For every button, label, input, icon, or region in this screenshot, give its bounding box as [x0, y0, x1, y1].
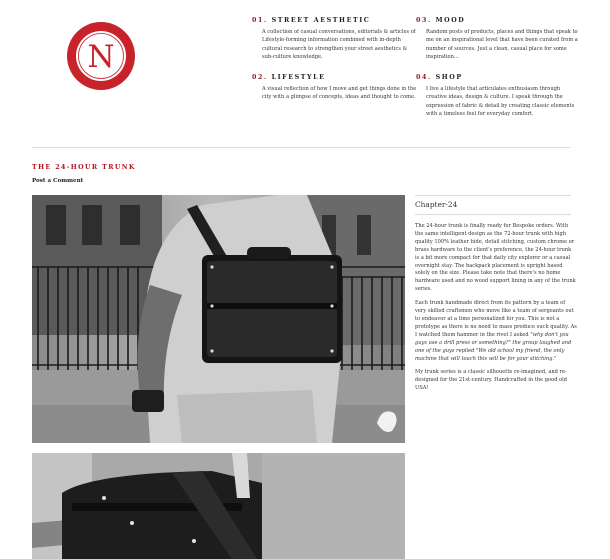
post-body [415, 223, 577, 399]
nav-description: A collection of casual conversations, editorials & articles of Lifestyle-forming information combined with in-depth cultural research to strengthen your street aesthetics & sub-culture knowledge. [262, 29, 416, 60]
nav-label: SHOP [435, 74, 463, 81]
nav-number: 01. [252, 17, 268, 24]
nav-label: LIFESTYLE [271, 74, 326, 81]
post-title[interactable]: THE 24-HOUR TRUNK [32, 164, 136, 171]
nav-item-lifestyle[interactable] [252, 74, 417, 102]
nav-item-mood[interactable] [416, 17, 581, 61]
post-paragraph: My trunk series is a classic silhouette re-imagined, and re-designed for the 21st-century. Handcrafted in the good old USA! [415, 369, 568, 392]
sidebar-divider-top [415, 195, 571, 196]
post-comment-link[interactable]: Post a Comment [32, 178, 84, 184]
sidebar-divider [415, 214, 571, 215]
nav-description: A visual reflection of how I move and get things done in the city with a glimpse of concepts, ideas and thought to come. [262, 86, 417, 101]
post-paragraph-text: Each trunk handmade direct from its pattern by a team of very skilled craftsmen who move like a team of sergeants out to endeavor at a time personalized for you. This is not a prototype as there is no need to mass produce such quality. As I watched them hammer in the rivet I asked [415, 300, 577, 338]
site-logo[interactable] [66, 21, 136, 91]
nav-title-shop[interactable] [416, 74, 581, 81]
nav-title-mood[interactable] [416, 17, 581, 24]
nav-item-shop[interactable] [416, 74, 581, 118]
nav-description: Random posts of products, places and things that speak to me on an inspirational level that have been curated from a number of sources. Just a clean, casual place for some inspiration... [426, 29, 578, 60]
nav-title-street-aesthetic[interactable] [252, 17, 417, 24]
nav-number: 02. [252, 74, 268, 81]
post-paragraph: The 24-hour trunk is finally ready for Bespoke orders. With the same intelligent design as the 72-hour trunk with high quality 100% leather hide, detail stitching, custom chrome or brass hardware to the client's preference, the 24-hour trunk is a bit more compact for that daily city explorer or a casual overnight stay. The backpack placement is upright based solely on the size. Please take note that there's no home hardware used and no wood support lining in any of the trunk series. [415, 223, 576, 293]
post-photo-main [32, 195, 405, 443]
nav-label: MOOD [435, 17, 466, 24]
nav-label: STREET AESTHETIC [271, 17, 371, 24]
nav-number: 03. [416, 17, 432, 24]
nav-item-street-aesthetic[interactable] [252, 17, 417, 61]
post-quote: "why don't you guys use a drill press or something?" the group laughed and one of the guys replied "We old school my friend, the only machine that will touch this will be for your stitching." [415, 331, 572, 362]
nav-title-lifestyle[interactable] [252, 74, 417, 81]
logo-emblem-icon [66, 21, 136, 91]
nav-number: 04. [416, 74, 432, 81]
post-photo-secondary [32, 453, 405, 559]
post-paragraph [415, 300, 577, 363]
chapter-heading: Chapter-24 [415, 200, 458, 209]
nav-description: I live a lifestyle that articulates enthusiasm through creative ideas, design & culture. I speak through the expression of fabric & detail by creating classic elements with a timeless feel for everyday comfort. [426, 86, 575, 117]
logo-letter: N [87, 39, 115, 75]
header-divider [32, 147, 570, 148]
